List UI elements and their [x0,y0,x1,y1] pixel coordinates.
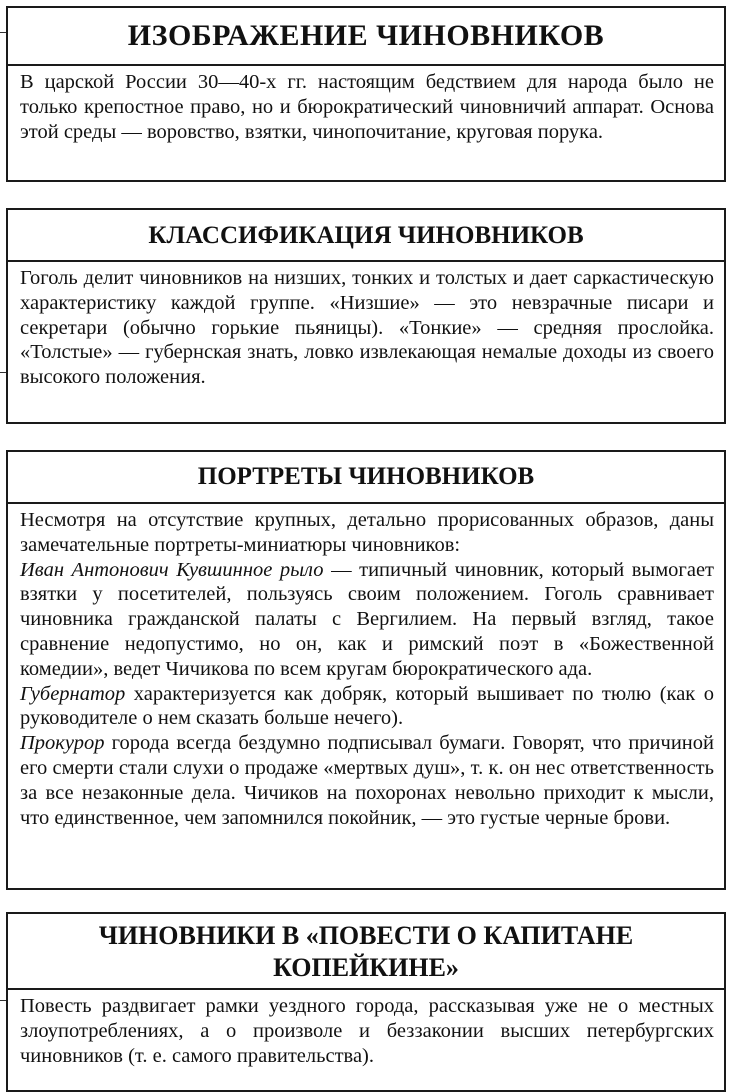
paragraph-intro: Несмотря на отсутствие крупных, детально прорисованных образов, даны замечательные портреты-миниатюры чиновников: [20,509,714,556]
section-kopeikin-officials [6,912,726,1092]
section-text [8,990,724,1074]
paragraph-prosecutor: Прокурор города всегда бездумно подписывал бумаги. Говорят, что причиной его смерти стали слухи о продаже «мертвых душ», т. к. он нес ответственность за все незаконные дела. Чичиков на похоронах невольно приходит к мысли, что единственное, чем запомнился покойник, — это густые черные брови. [20,732,714,829]
paragraph: Гоголь делит чиновников на низших, тонких и толстых и дает саркастическую характеристику каждой группе. «Низшие» — это невзрачные писари и секретари (обычно горькие пьяницы). «Тонкие» — средняя прослойка. «Толстые» — губернская знать, ловко извлекающая немалые доходы из своего высокого положения. [20,267,714,389]
section-title: ПОРТРЕТЫ ЧИНОВНИКОВ [8,452,724,504]
paragraph: Повесть раздвигает рамки уездного города, рассказывая уже не о местных злоупотреблениях, а о произволе и беззаконии высших петербургских чиновников (т. е. самого правительства). [20,995,714,1067]
section-title: ЧИНОВНИКИ В «ПОВЕСТИ О КАПИТАНЕ КОПЕЙКИНЕ» [8,914,724,990]
character-name: Губернатор [20,682,126,705]
section-title: КЛАССИФИКАЦИЯ ЧИНОВНИКОВ [8,210,724,262]
section-text [8,504,724,836]
paragraph: В царской России 30—40-х гг. настоящим бедствием для народа было не только крепостное право, но и бюрократический чиновничий аппарат. Основа этой среды — воровство, взятки, чинопочитание, круговая порука. [20,71,714,143]
section-officials-portraits [6,450,726,890]
section-text [8,262,724,396]
section-officials-depiction [6,6,726,182]
section-title: ИЗОБРАЖЕНИЕ ЧИНОВНИКОВ [8,8,724,66]
paragraph-kuvshinnoe-rylo: Иван Антонович Кувшинное рыло — типичный чиновник, который вымогает взятки у посетителей, пользуясь своим положением. Гоголь сравнивает чиновника гражданской палаты с Вергилием. На первый взгляд, такое сравнение недопустимо, но он, как и римский поэт в «Божественной комедии», ведет Чичикова по всем кругам бюрократического ада. [20,558,714,680]
section-text [8,66,724,150]
character-name: Иван Антонович Кувшинное рыло [20,558,324,581]
section-officials-classification [6,208,726,424]
paragraph-governor: Губернатор характеризуется как добряк, который вышивает по тюлю (как о руководителе о нем сказать больше нечего). [20,682,714,730]
character-name: Прокурор [20,732,105,755]
